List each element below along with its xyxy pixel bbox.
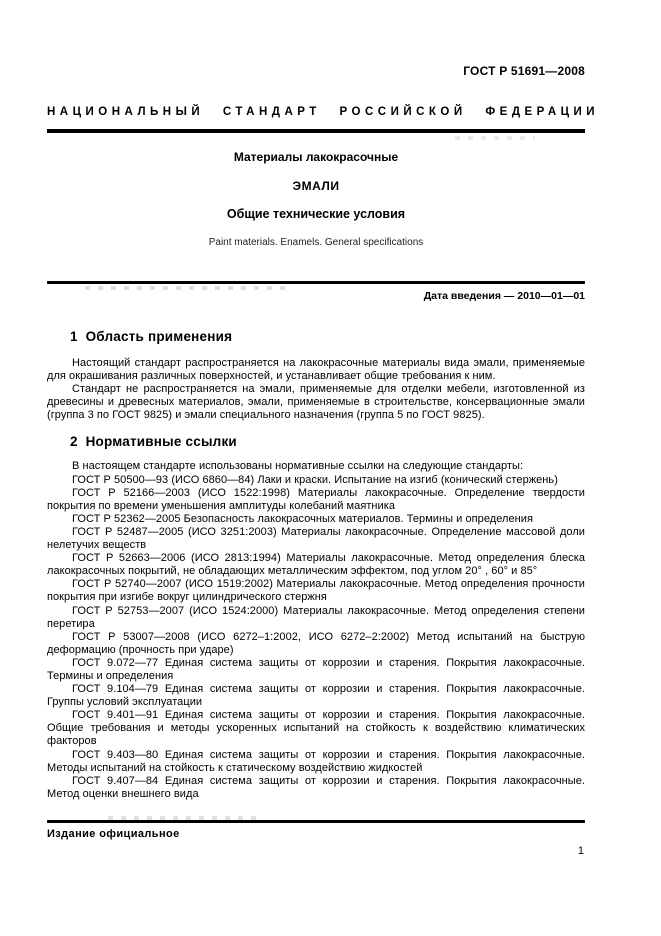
reference-item: ГОСТ 9.407—84 Единая система защиты от коррозии и старения. Покрытия лакокрасочные. Метод оценки внешнего вида xyxy=(47,774,585,800)
footer-rule xyxy=(47,820,585,823)
title-ru-line2: ЭМАЛИ xyxy=(292,179,340,193)
scope-paragraph: Стандарт не распространяется на эмали, применяемые для отделки мебели, изготовленной из древесины и древесных материалов, эмали, применяемые в строительстве, консервационные эмали (группа 3 по ГОСТ 9825) и эмали специального назначения (группа 5 по ГОСТ 9825). xyxy=(47,383,585,422)
reference-item: ГОСТ Р 52166—2003 (ИСО 1522:1998) Материалы лакокрасочные. Определение твердости покрытия по времени уменьшения амплитуды колебаний маятника xyxy=(47,486,585,512)
scan-artifact xyxy=(85,286,290,290)
reference-item: ГОСТ 9.401—91 Единая система защиты от коррозии и старения. Покрытия лакокрасочные. Общие требования и методы ускоренных испытаний на стойкость к воздействию климатических факторов xyxy=(47,709,585,748)
date-rule xyxy=(47,281,585,284)
scope-paragraph: Настоящий стандарт распространяется на лакокрасочные материалы вида эмали, применяемые для окрашивания различных поверхностей, и устанавливает общие требования к ним. xyxy=(47,357,585,383)
page-number: 1 xyxy=(577,845,584,857)
reference-item: ГОСТ 9.104—79 Единая система защиты от коррозии и старения. Покрытия лакокрасочные. Группы условий эксплуатации xyxy=(47,683,585,709)
reference-item: ГОСТ 9.403—80 Единая система защиты от коррозии и старения. Покрытия лакокрасочные. Методы испытаний на стойкость к статическому воздействию жидкостей xyxy=(47,748,585,774)
reference-item: ГОСТ Р 52740—2007 (ИСО 1519:2002) Материалы лакокрасочные. Метод определения прочности покрытия при изгибе вокруг цилиндрического стержня xyxy=(47,578,585,604)
reference-item: ГОСТ Р 52663—2006 (ИСО 2813:1994) Материалы лакокрасочные. Метод определения блеска лакокрасочных покрытий, не обладающих металлическим эффектом, под углом 20° , 60° и 85° xyxy=(47,552,585,578)
header-rule xyxy=(47,129,585,133)
edition-note: Издание официальное xyxy=(47,828,180,840)
national-standard-banner: НАЦИОНАЛЬНЫЙ СТАНДАРТ РОССИЙСКОЙ ФЕДЕРАЦИИ xyxy=(47,106,600,118)
reference-item: ГОСТ Р 50500—93 (ИСО 6860—84) Лаки и краски. Испытание на изгиб (конический стержень) xyxy=(72,473,558,486)
reference-item: ГОСТ Р 52487—2005 (ИСО 3251:2003) Материалы лакокрасочные. Определение массовой доли нелетучих веществ xyxy=(47,525,585,552)
reference-item: ГОСТ 9.072—77 Единая система защиты от коррозии и старения. Покрытия лакокрасочные. Термины и определения xyxy=(47,656,585,682)
effective-date: Дата введения — 2010—01—01 xyxy=(423,290,585,302)
scan-artifact xyxy=(455,136,535,140)
reference-item: ГОСТ Р 53007—2008 (ИСО 6272–1:2002, ИСО 6272–2:2002) Метод испытаний на быструю деформацию (прочность при ударе) xyxy=(47,630,585,656)
section-2-heading: 2 Нормативные ссылки xyxy=(70,434,237,450)
reference-item: ГОСТ Р 52753—2007 (ИСО 1524:2000) Материалы лакокрасочные. Метод определения степени перетира xyxy=(47,604,585,630)
title-en: Paint materials. Enamels. General specifications xyxy=(208,237,424,248)
document-code: ГОСТ Р 51691—2008 xyxy=(463,64,585,78)
title-ru-line3: Общие технические условия xyxy=(226,207,406,221)
reference-item: ГОСТ Р 52362—2005 Безопасность лакокрасочных материалов. Термины и определения xyxy=(72,512,533,525)
section-1-heading: 1 Область применения xyxy=(70,329,233,344)
references-intro: В настоящем стандарте использованы нормативные ссылки на следующие стандарты: xyxy=(72,460,524,473)
title-ru-line1: Материалы лакокрасочные xyxy=(233,150,399,164)
document-body xyxy=(47,329,585,801)
